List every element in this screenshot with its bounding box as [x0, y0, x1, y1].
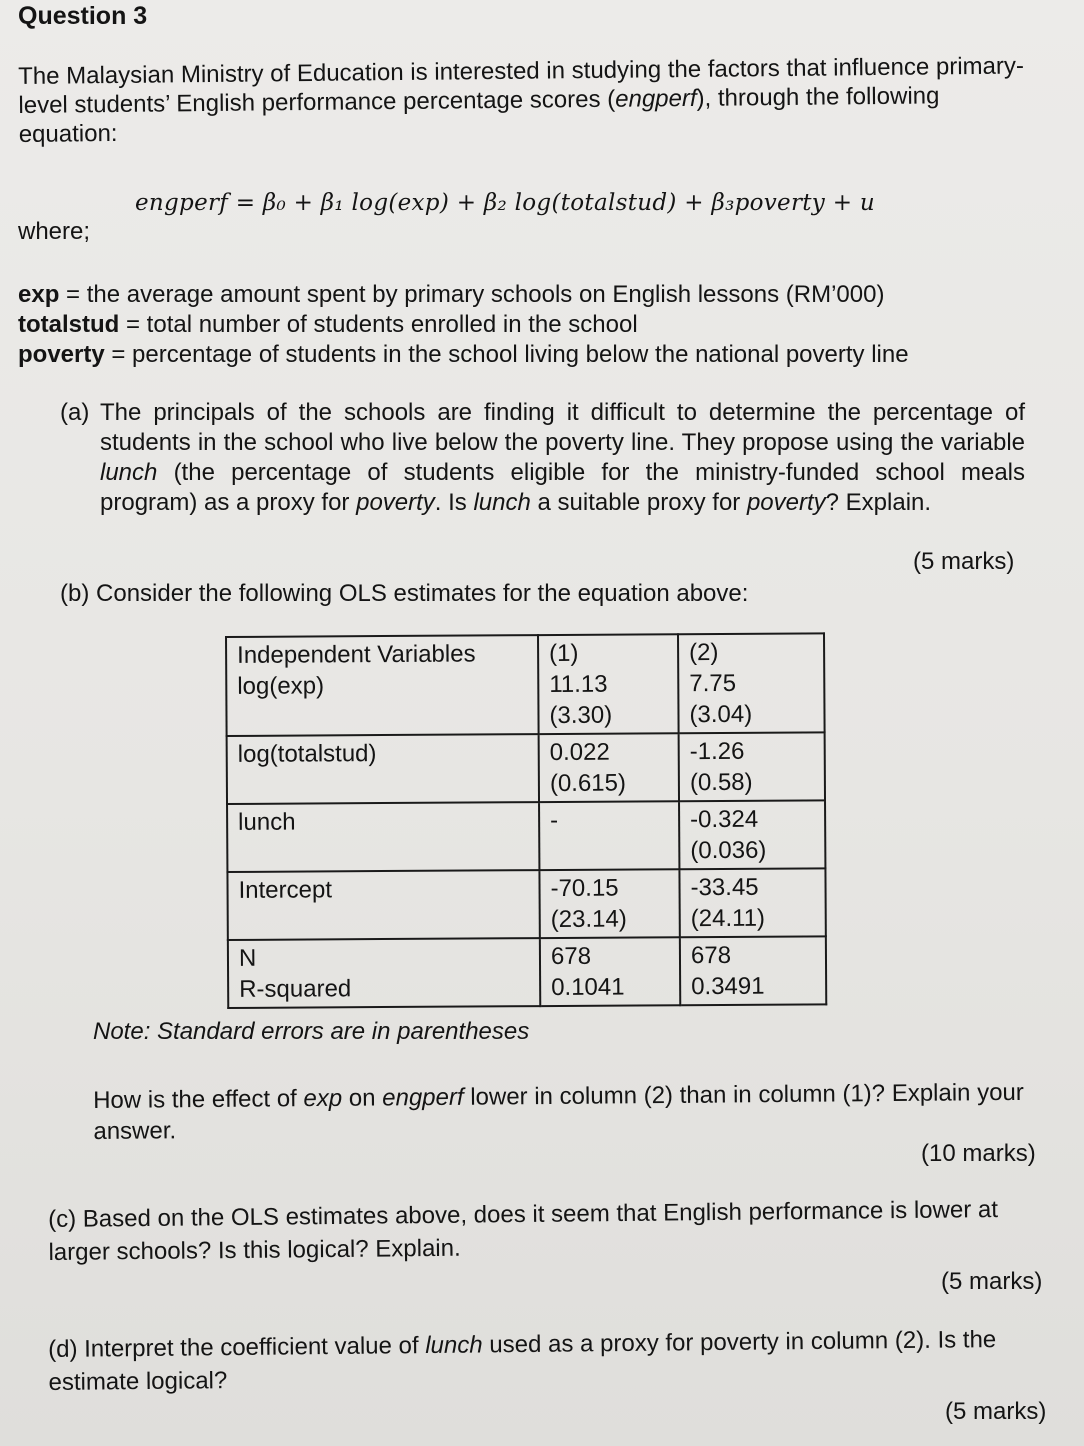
- part-a: [60, 398, 1025, 518]
- part-c-marks: (5 marks): [941, 1268, 1043, 1295]
- row-label: log(exp): [237, 672, 325, 700]
- equation-equals: =: [228, 190, 263, 216]
- table-cell: [539, 733, 679, 802]
- n-value: 678: [550, 942, 592, 971]
- definition-totalstud: [18, 310, 909, 340]
- part-b-intro: [60, 580, 748, 608]
- part-b-question: [93, 1077, 1054, 1147]
- definition-desc: = the average amount spent by primary schools on English lessons (RM’000): [59, 281, 885, 308]
- table-row: [227, 732, 825, 804]
- r2-value: 0.3491: [691, 972, 765, 1001]
- definition-poverty: [18, 340, 909, 370]
- part-b-q3: lower in column (2) than in column (1)? Explain your answer.: [93, 1078, 1024, 1145]
- r2-value: 0.1041: [551, 973, 625, 1002]
- part-a-t2: (the percentage of students eligible for the ministry-funded school meals program) as a proxy for: [100, 459, 1025, 516]
- var-lunch: lunch: [473, 489, 531, 516]
- definition-term: exp: [18, 281, 60, 308]
- var-exp: exp: [303, 1084, 343, 1113]
- intro-text-end: ), through the following equation:: [18, 82, 940, 148]
- intro-text: The Malaysian Ministry of Education is interested in studying the factors that influence primary-level students’ English performance percentage scores (: [18, 52, 1025, 119]
- part-b-q1: How is the effect of: [93, 1085, 304, 1114]
- definition-desc: = total number of students enrolled in the school: [119, 311, 638, 338]
- row-label: lunch: [238, 808, 296, 836]
- part-d-t2: used as a proxy for poverty in column (2). Is the estimate logical?: [48, 1326, 997, 1396]
- header-col-1: (1): [549, 639, 579, 668]
- var-lunch: lunch: [100, 459, 158, 486]
- definition-term: totalstud: [18, 311, 120, 338]
- part-a-t4: a suitable proxy for: [530, 489, 747, 516]
- where-label: where;: [18, 218, 91, 245]
- table-cell: [540, 937, 680, 1006]
- part-a-t1: The principals of the schools are finding it difficult to determine the percentage of students in the school who live below the poverty line. They propose using the variable: [100, 399, 1025, 456]
- coef: -1.26: [689, 737, 745, 766]
- coef: 11.13: [549, 670, 608, 699]
- part-c: [48, 1193, 1049, 1269]
- table-cell: [227, 870, 539, 940]
- std-error: (3.30): [549, 701, 613, 730]
- coef: -70.15: [550, 874, 619, 903]
- std-error: (24.11): [690, 904, 766, 933]
- std-error: (23.14): [550, 905, 627, 934]
- var-poverty: poverty: [746, 489, 826, 516]
- part-a-t3: . Is: [434, 489, 474, 516]
- row-label: log(totalstud): [237, 740, 377, 768]
- part-b-marks: (10 marks): [921, 1140, 1036, 1167]
- ols-estimates-table: [225, 632, 827, 1009]
- definition-exp: [18, 280, 909, 310]
- part-a-t5: ? Explain.: [825, 489, 932, 516]
- table-row: [228, 936, 826, 1008]
- row-label-n: N: [238, 944, 257, 972]
- definition-desc: = percentage of students in the school living below the national poverty line: [104, 341, 909, 368]
- row-label: Intercept: [238, 876, 333, 904]
- coef: -0.324: [690, 805, 759, 834]
- part-b-intro-text: Consider the following OLS estimates for the equation above:: [96, 580, 749, 607]
- variable-definitions: [18, 280, 909, 370]
- var-engperf: engperf: [615, 84, 697, 113]
- var-poverty: poverty: [356, 489, 435, 516]
- table-cell: [538, 634, 679, 734]
- equation-lhs: engperf: [135, 190, 229, 216]
- table-cell: [539, 801, 679, 870]
- std-error: (0.615): [549, 769, 627, 798]
- std-error: (3.04): [689, 700, 753, 729]
- coef: 7.75: [689, 669, 737, 698]
- part-a-label: (a): [60, 399, 90, 426]
- intro-paragraph: [18, 51, 1029, 149]
- table-cell: [227, 802, 539, 872]
- n-value: 678: [690, 941, 732, 970]
- table-row: [227, 800, 825, 872]
- part-d-label: (d): [48, 1335, 78, 1363]
- part-d: [48, 1323, 1049, 1399]
- table-row: [227, 868, 825, 940]
- coef: -: [550, 806, 559, 835]
- table-cell: [227, 734, 539, 804]
- var-engperf: engperf: [382, 1083, 464, 1112]
- table-cell: [539, 869, 679, 938]
- question-title: Question 3: [18, 2, 148, 30]
- std-error: (0.036): [690, 836, 767, 865]
- table-cell: [679, 800, 825, 869]
- coef: -33.45: [690, 873, 759, 902]
- definition-term: poverty: [18, 341, 105, 368]
- table-cell: [678, 633, 825, 733]
- table-cell: [226, 635, 539, 736]
- row-label-r2: R-squared: [239, 975, 352, 1003]
- part-a-text: [100, 398, 1025, 518]
- table-cell: [679, 732, 825, 801]
- part-d-marks: (5 marks): [945, 1398, 1047, 1425]
- table-header-row: [226, 633, 825, 736]
- var-lunch: lunch: [425, 1331, 483, 1360]
- coef: 0.022: [549, 738, 610, 767]
- part-c-text: Based on the OLS estimates above, does it seem that English performance is lower at larger schools? Is this logical? Explain.: [48, 1196, 999, 1266]
- part-b-q2: on: [342, 1084, 383, 1112]
- part-d-t1: Interpret the coefficient value of: [84, 1332, 426, 1363]
- part-c-label: (c): [48, 1205, 77, 1233]
- table-cell: [679, 868, 825, 937]
- regression-equation: [135, 190, 875, 216]
- table-cell: [228, 938, 540, 1008]
- part-a-marks: (5 marks): [913, 548, 1015, 575]
- header-independent-variables: Independent Variables: [237, 640, 476, 669]
- table-cell: [680, 936, 826, 1005]
- equation-rhs: β₀ + β₁ log(exp) + β₂ log(totalstud) + β₃poverty + u: [262, 190, 876, 216]
- part-b-label: (b): [60, 580, 90, 607]
- table-note: Note: Standard errors are in parentheses: [93, 1018, 530, 1045]
- std-error: (0.58): [689, 768, 753, 797]
- header-col-2: (2): [689, 638, 719, 667]
